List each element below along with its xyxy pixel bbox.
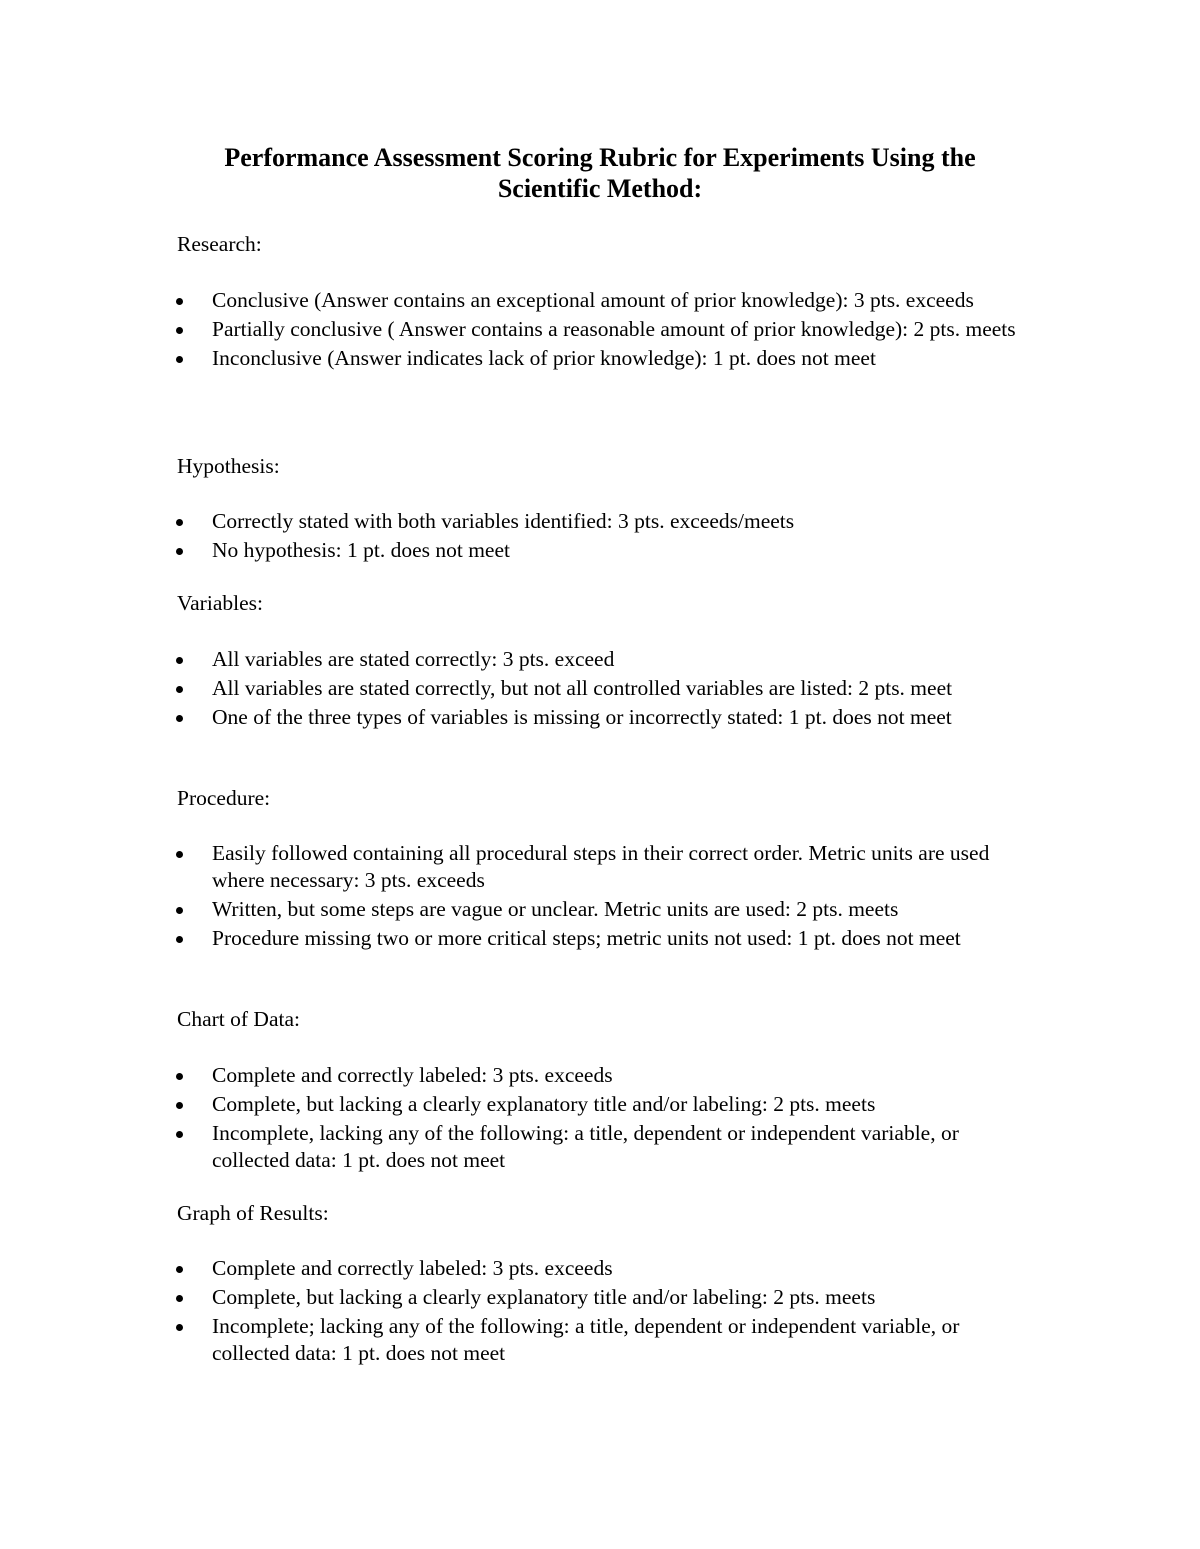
- criterion-item: Complete and correctly labeled: 3 pts. exceeds: [176, 1062, 1036, 1089]
- criterion-item: Complete, but lacking a clearly explanatory title and/or labeling: 2 pts. meets: [176, 1284, 1036, 1311]
- bullet-icon: [176, 657, 183, 664]
- criteria-list-hypothesis: [176, 508, 1036, 566]
- criteria-list-research: [176, 287, 1036, 374]
- criterion-item: Written, but some steps are vague or unclear. Metric units are used: 2 pts. meets: [176, 896, 1036, 923]
- bullet-icon: [176, 327, 183, 334]
- criterion-item: Correctly stated with both variables identified: 3 pts. exceeds/meets: [176, 508, 1036, 535]
- bullet-icon: [176, 936, 183, 943]
- title-line-1: Performance Assessment Scoring Rubric for Experiments Using the: [224, 143, 976, 172]
- criterion-item: One of the three types of variables is missing or incorrectly stated: 1 pt. does not meet: [176, 704, 1036, 731]
- bullet-icon: [176, 356, 183, 363]
- bullet-icon: [176, 1102, 183, 1109]
- bullet-icon: [176, 548, 183, 555]
- criterion-item: Complete, but lacking a clearly explanatory title and/or labeling: 2 pts. meets: [176, 1091, 1036, 1118]
- criterion-item: Conclusive (Answer contains an exceptional amount of prior knowledge): 3 pts. exceeds: [176, 287, 1036, 314]
- criterion-item: All variables are stated correctly, but not all controlled variables are listed: 2 pts. meet: [176, 675, 1036, 702]
- criterion-item: Incomplete, lacking any of the following: a title, dependent or independent variable, or collected data: 1 pt. does not meet: [176, 1120, 1036, 1174]
- criteria-list-chart-of-data: [176, 1062, 1036, 1176]
- criterion-item: Complete and correctly labeled: 3 pts. exceeds: [176, 1255, 1036, 1282]
- criterion-item: No hypothesis: 1 pt. does not meet: [176, 537, 1036, 564]
- bullet-icon: [176, 1131, 183, 1138]
- criteria-list-variables: [176, 646, 1036, 733]
- section-heading-graph-of-results: Graph of Results:: [177, 1201, 329, 1225]
- bullet-icon: [176, 298, 183, 305]
- criterion-item: Inconclusive (Answer indicates lack of prior knowledge): 1 pt. does not meet: [176, 345, 1036, 372]
- criteria-list-graph-of-results: [176, 1255, 1036, 1369]
- criteria-list-procedure: [176, 840, 1036, 954]
- section-heading-hypothesis: Hypothesis:: [177, 454, 280, 478]
- criterion-item: Partially conclusive ( Answer contains a reasonable amount of prior knowledge): 2 pts. meets: [176, 316, 1036, 343]
- criterion-item: Procedure missing two or more critical steps; metric units not used: 1 pt. does not meet: [176, 925, 1036, 952]
- section-heading-procedure: Procedure:: [177, 786, 271, 810]
- document-title: [150, 142, 1050, 204]
- bullet-icon: [176, 1324, 183, 1331]
- criterion-item: Incomplete; lacking any of the following: a title, dependent or independent variable, or collected data: 1 pt. does not meet: [176, 1313, 1036, 1367]
- bullet-icon: [176, 715, 183, 722]
- title-line-2: Scientific Method:: [497, 174, 703, 203]
- section-heading-research: Research:: [177, 232, 262, 256]
- bullet-icon: [176, 1073, 183, 1080]
- section-heading-chart-of-data: Chart of Data:: [177, 1007, 300, 1031]
- bullet-icon: [176, 907, 183, 914]
- bullet-icon: [176, 1295, 183, 1302]
- bullet-icon: [176, 1266, 183, 1273]
- bullet-icon: [176, 519, 183, 526]
- section-heading-variables: Variables:: [177, 591, 263, 615]
- criterion-item: Easily followed containing all procedural steps in their correct order. Metric units are used where necessary: 3 pts. exceeds: [176, 840, 1036, 894]
- bullet-icon: [176, 851, 183, 858]
- bullet-icon: [176, 686, 183, 693]
- criterion-item: All variables are stated correctly: 3 pts. exceed: [176, 646, 1036, 673]
